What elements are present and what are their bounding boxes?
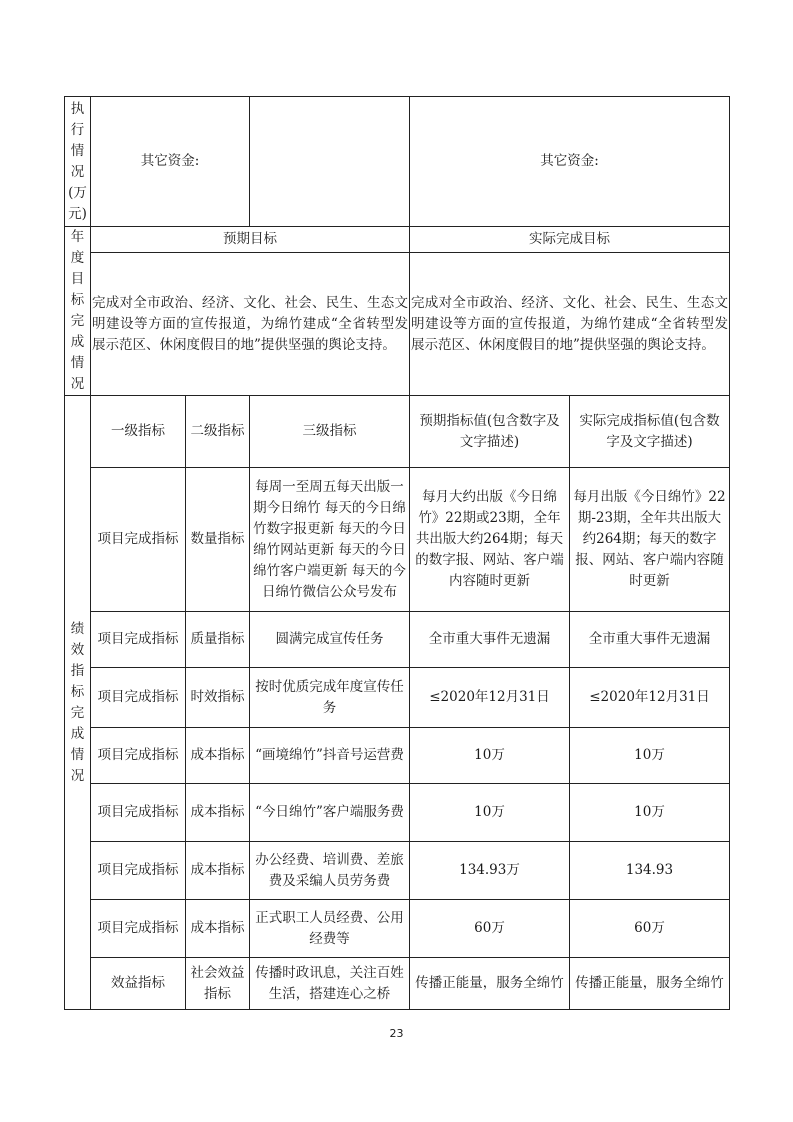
row-actual: 全市重大事件无遗漏 <box>570 612 730 668</box>
row-level3: 按时优质完成年度宣传任务 <box>250 668 410 728</box>
row-level3: 办公经费、培训费、差旅费及采编人员劳务费 <box>250 842 410 900</box>
annual-actual-header: 实际完成目标 <box>410 227 730 253</box>
exec-other-funds-left: 其它资金: <box>91 97 250 227</box>
row-level1: 项目完成指标 <box>91 668 186 728</box>
row-level1: 项目完成指标 <box>91 468 186 612</box>
row-actual: 10万 <box>570 728 730 784</box>
row-level1: 项目完成指标 <box>91 784 186 842</box>
row-level3: “今日绵竹”客户端服务费 <box>250 784 410 842</box>
row-actual: ≤2020年12月31日 <box>570 668 730 728</box>
row-expected: 传播正能量，服务全绵竹 <box>410 958 570 1010</box>
row-level2: 成本指标 <box>186 784 250 842</box>
exec-section-label: 执行情况(万元) <box>65 97 91 227</box>
perf-header-level3: 三级指标 <box>250 396 410 468</box>
row-expected: 每月大约出版《今日绵竹》22期或23期，全年共出版大约264期；每天的数字报、网站、客户端内容随时更新 <box>410 468 570 612</box>
row-level1: 项目完成指标 <box>91 842 186 900</box>
table-row <box>65 728 730 784</box>
annual-content-row <box>65 253 730 396</box>
exec-other-funds-right: 其它资金: <box>410 97 730 227</box>
row-level2: 时效指标 <box>186 668 250 728</box>
row-level2: 成本指标 <box>186 728 250 784</box>
table-row <box>65 468 730 612</box>
table-row <box>65 900 730 958</box>
perf-header-actual: 实际完成指标值(包含数字及文字描述) <box>570 396 730 468</box>
page-number: 23 <box>389 1027 404 1040</box>
row-expected: ≤2020年12月31日 <box>410 668 570 728</box>
row-expected: 全市重大事件无遗漏 <box>410 612 570 668</box>
table-row <box>65 612 730 668</box>
annual-expected-header: 预期目标 <box>91 227 410 253</box>
perf-header-level1: 一级指标 <box>91 396 186 468</box>
row-expected: 10万 <box>410 728 570 784</box>
row-level2: 质量指标 <box>186 612 250 668</box>
table-row <box>65 842 730 900</box>
row-expected: 10万 <box>410 784 570 842</box>
row-level3: 每周一至周五每天出版一期今日绵竹 每天的今日绵竹数字报更新 每天的今日绵竹网站更新 每天的今日绵竹客户端更新 每天的今日绵竹微信公众号发布 <box>250 468 410 612</box>
perf-section-label: 绩效指标完成情况 <box>65 396 91 1010</box>
row-actual: 10万 <box>570 784 730 842</box>
row-level2: 成本指标 <box>186 842 250 900</box>
row-level2: 成本指标 <box>186 900 250 958</box>
exec-row <box>65 97 730 227</box>
row-level3: 传播时政讯息，关注百姓生活，搭建连心之桥 <box>250 958 410 1010</box>
row-level1: 效益指标 <box>91 958 186 1010</box>
table-row <box>65 668 730 728</box>
row-actual: 每月出版《今日绵竹》22期-23期，全年共出版大约264期；每天的数字报、网站、客户端内容随时更新 <box>570 468 730 612</box>
table-row <box>65 958 730 1010</box>
row-level3: “画境绵竹”抖音号运营费 <box>250 728 410 784</box>
row-level1: 项目完成指标 <box>91 728 186 784</box>
row-level1: 项目完成指标 <box>91 900 186 958</box>
exec-empty-cell <box>250 97 410 227</box>
row-level2: 社会效益指标 <box>186 958 250 1010</box>
annual-header-row <box>65 227 730 253</box>
table-row <box>65 784 730 842</box>
row-expected: 134.93万 <box>410 842 570 900</box>
row-actual: 传播正能量，服务全绵竹 <box>570 958 730 1010</box>
perf-header-row <box>65 396 730 468</box>
row-level3: 圆满完成宣传任务 <box>250 612 410 668</box>
row-level3: 正式职工人员经费、公用经费等 <box>250 900 410 958</box>
annual-expected-text: 完成对全市政治、经济、文化、社会、民生、生态文明建设等方面的宣传报道，为绵竹建成“全省转型发展示范区、休闲度假目的地”提供坚强的舆论支持。 <box>91 253 410 396</box>
row-level1: 项目完成指标 <box>91 612 186 668</box>
row-actual: 134.93 <box>570 842 730 900</box>
row-actual: 60万 <box>570 900 730 958</box>
annual-actual-text: 完成对全市政治、经济、文化、社会、民生、生态文明建设等方面的宣传报道，为绵竹建成“全省转型发展示范区、休闲度假目的地”提供坚强的舆论支持。 <box>410 253 730 396</box>
perf-header-expected: 预期指标值(包含数字及文字描述) <box>410 396 570 468</box>
annual-section-label: 年度目标完成情况 <box>65 227 91 396</box>
performance-table <box>64 96 730 1010</box>
row-level2: 数量指标 <box>186 468 250 612</box>
perf-header-level2: 二级指标 <box>186 396 250 468</box>
row-expected: 60万 <box>410 900 570 958</box>
